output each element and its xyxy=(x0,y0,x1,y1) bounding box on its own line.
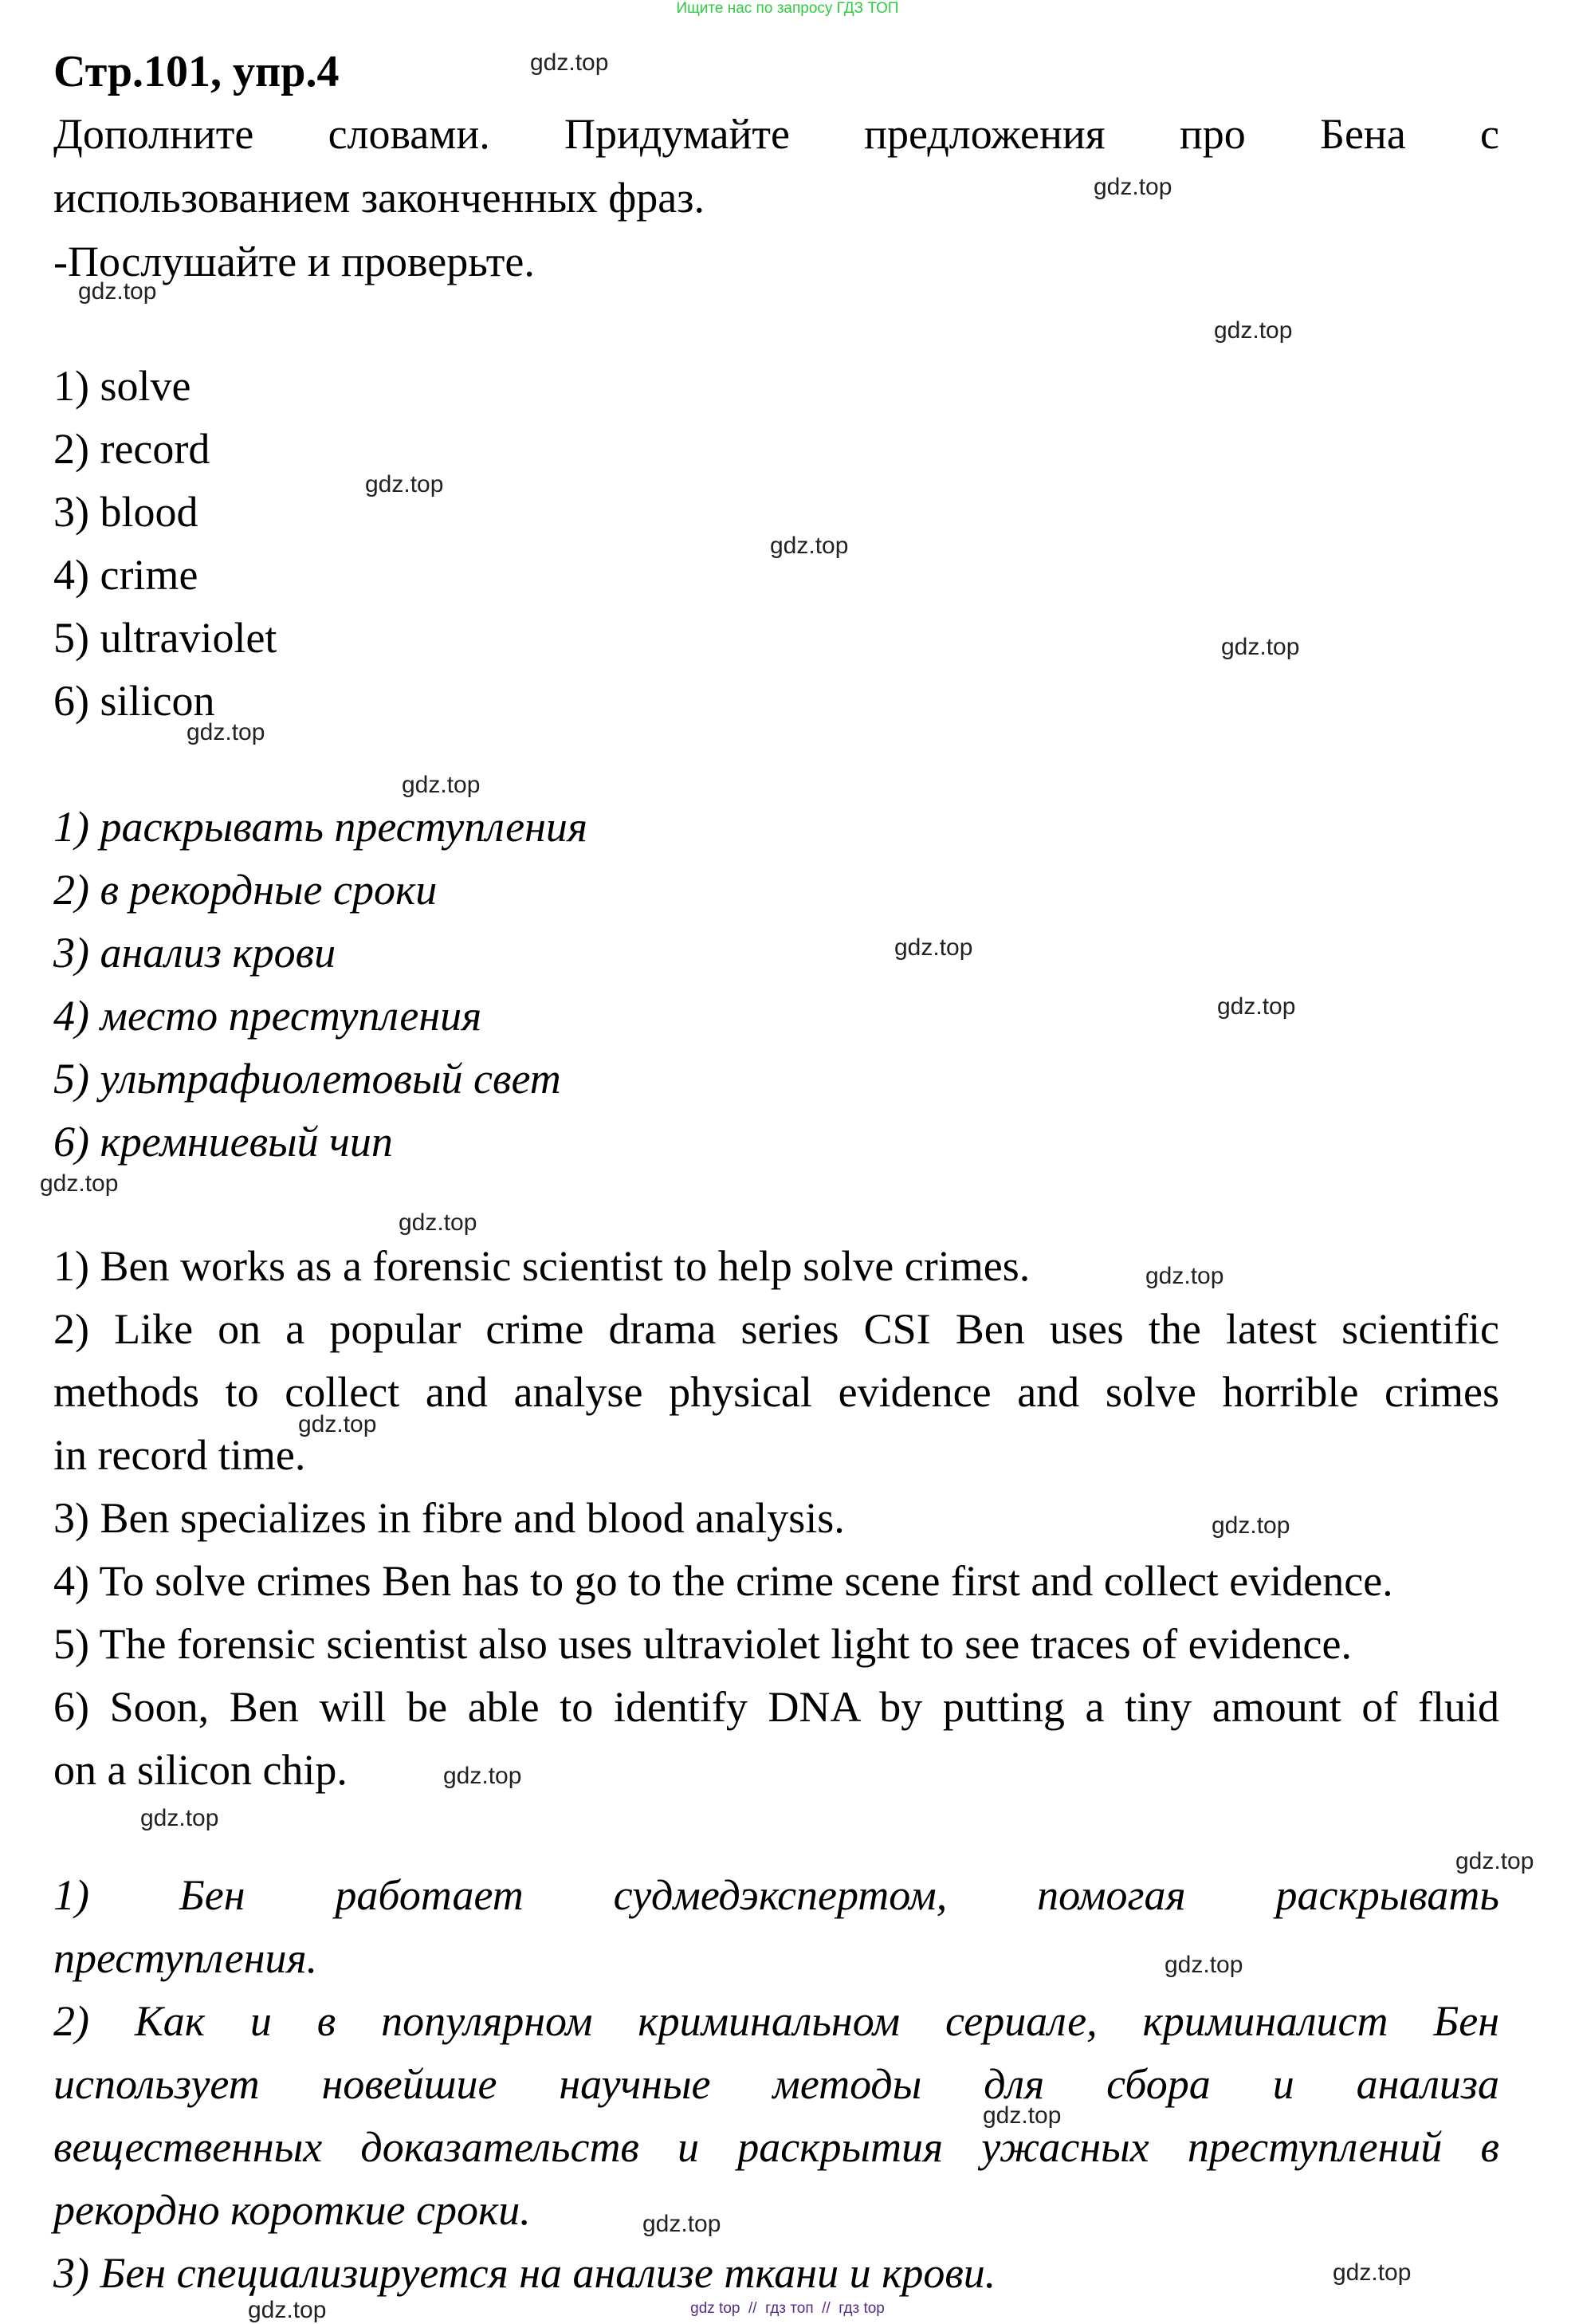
phrase-item: 6) кремниевый чип xyxy=(53,1118,393,1166)
sentence-en: 2) Like on a popular crime drama series CSI Ben uses the latest scientific xyxy=(53,1305,1499,1353)
sentence-ru: преступления. xyxy=(53,1934,318,1982)
watermark: gdz.top xyxy=(530,49,609,76)
watermark: gdz.top xyxy=(983,2102,1062,2129)
word-item: 4) crime xyxy=(53,551,198,599)
watermark: gdz.top xyxy=(399,1209,477,1236)
phrase-item: 3) анализ крови xyxy=(53,929,336,977)
watermark: gdz.top xyxy=(78,278,157,305)
watermark: gdz.top xyxy=(642,2211,721,2237)
phrase-item: 1) раскрывать преступления xyxy=(53,803,588,851)
watermark: gdz.top xyxy=(770,533,849,559)
watermark: gdz.top xyxy=(1094,174,1172,200)
watermark: gdz.top xyxy=(40,1170,119,1197)
word-item: 2) record xyxy=(53,425,210,473)
sentence-en: 1) Ben works as a forensic scientist to help solve crimes. xyxy=(53,1242,1031,1290)
watermark: gdz.top xyxy=(140,1805,219,1831)
watermark: gdz.top xyxy=(365,471,444,497)
watermark: gdz.top xyxy=(1212,1512,1290,1539)
phrase-item: 4) место преступления xyxy=(53,992,482,1040)
word-item: 3) blood xyxy=(53,488,198,536)
sentence-en: 5) The forensic scientist also uses ultraviolet light to see traces of evidence. xyxy=(53,1620,1352,1668)
sentence-en: on a silicon chip. xyxy=(53,1746,348,1794)
word-item: 6) silicon xyxy=(53,677,215,725)
sentence-ru: рекордно короткие сроки. xyxy=(53,2186,531,2234)
sentence-ru: 2) Как и в популярном криминальном сериале, криминалист Бен xyxy=(53,1997,1499,2045)
watermark: gdz.top xyxy=(298,1411,377,1437)
task-instruction-line-2: использованием законченных фраз. xyxy=(53,174,705,222)
search-banner[interactable]: Ищите нас по запросу ГДЗ ТОП xyxy=(676,0,899,17)
watermark: gdz.top xyxy=(1221,634,1300,660)
watermark: gdz.top xyxy=(1165,1952,1243,1978)
watermark: gdz.top xyxy=(1333,2259,1412,2286)
task-instruction-line-3: -Послушайте и проверьте. xyxy=(53,238,535,285)
sentence-en: 4) To solve crimes Ben has to go to the crime scene first and collect evidence. xyxy=(53,1557,1393,1605)
watermark: gdz.top xyxy=(1455,1848,1534,1874)
phrase-item: 5) ультрафиолетовый свет xyxy=(53,1055,561,1103)
footer-links[interactable]: gdz top // гдз топ // гдз top xyxy=(690,2300,885,2317)
sentence-en: in record time. xyxy=(53,1431,306,1479)
sentence-ru: 3) Бен специализируется на анализе ткани и крови. xyxy=(53,2249,996,2297)
task-instruction-line-1: Дополните словами. Придумайте предложения про Бена с xyxy=(53,110,1499,158)
page-title: Стр.101, упр.4 xyxy=(53,47,340,96)
sentence-en: methods to collect and analyse physical evidence and solve horrible crimes xyxy=(53,1368,1499,1416)
watermark: gdz.top xyxy=(1145,1263,1224,1289)
watermark: gdz.top xyxy=(187,719,265,745)
sentence-ru: использует новейшие научные методы для сбора и анализа xyxy=(53,2060,1499,2108)
watermark: gdz.top xyxy=(402,772,481,798)
sentence-en: 3) Ben specializes in fibre and blood analysis. xyxy=(53,1494,845,1542)
watermark: gdz.top xyxy=(248,2297,327,2323)
word-item: 1) solve xyxy=(53,362,191,410)
word-item: 5) ultraviolet xyxy=(53,614,277,662)
sentence-en: 6) Soon, Ben will be able to identify DNA by putting a tiny amount of fluid xyxy=(53,1683,1499,1731)
watermark: gdz.top xyxy=(1217,993,1296,1020)
watermark: gdz.top xyxy=(443,1763,522,1789)
watermark: gdz.top xyxy=(1214,317,1293,344)
watermark: gdz.top xyxy=(894,934,973,961)
sentence-ru: 1) Бен работает судмедэкспертом, помогая раскрывать xyxy=(53,1871,1499,1919)
sentence-ru: вещественных доказательств и раскрытия ужасных преступлений в xyxy=(53,2123,1499,2171)
phrase-item: 2) в рекордные сроки xyxy=(53,866,438,914)
